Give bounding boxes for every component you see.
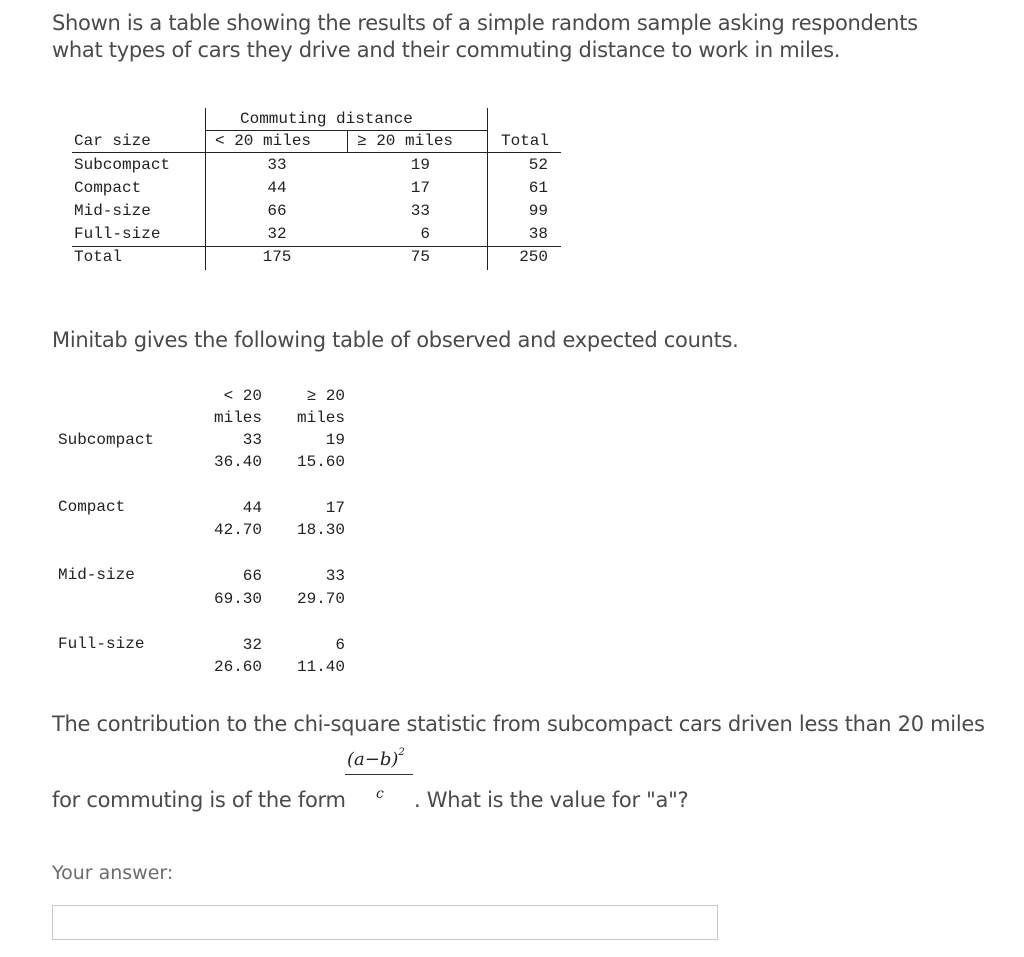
table-cell: 33 [410,202,430,220]
observed-count: 6 [335,636,345,654]
expected-count: 42.70 [213,521,262,539]
table-row-label: Full-size [58,635,145,653]
table-cell: 6 [420,225,430,243]
expected-count: 69.30 [213,590,262,608]
observed-count: 44 [242,499,262,517]
table-row-label: Subcompact [58,431,155,449]
question-line-2-start: for commuting is of the form [52,788,346,812]
observed-count: 66 [242,567,262,585]
observed-count: 19 [325,431,345,449]
column-header-lt20-unit: miles [213,409,262,427]
table-cell: 19 [410,156,430,174]
table-cell: 52 [528,156,548,174]
intro-text: Shown is a table showing the results of a simple random sample asking respondents what types of cars they drive and their commuting distance to work in miles. [52,11,918,62]
formula-exponent: 2 [398,747,405,758]
table-cell: 250 [519,248,548,266]
table-divider [347,130,348,152]
expected-count: 18.30 [296,521,345,539]
formula-numerator-text: (a−b) [347,749,399,770]
table-cell: 44 [267,179,287,197]
table-cell: 175 [262,248,292,266]
question-line-2-end: . What is the value for "a"? [414,788,689,812]
table-cell: 38 [528,225,548,243]
minitab-intro: Minitab gives the following table of observed and expected counts. [52,328,739,352]
table-cell: 33 [267,156,287,174]
expected-count: 36.40 [213,453,262,471]
table-row-label: Total [74,248,123,266]
table-cell: 32 [267,225,287,243]
table-row-label: Mid-size [74,202,151,220]
expected-count: 11.40 [296,658,345,676]
table-row-label: Full-size [74,225,161,243]
column-header-lt20: < 20 miles [215,132,312,150]
table-row-label: Subcompact [74,156,171,174]
table-cell: 61 [528,179,548,197]
expected-count: 26.60 [213,658,262,676]
row-header: Car size [74,132,151,150]
table-row-label: Mid-size [58,566,135,584]
column-header-total: Total [501,132,550,150]
observed-count: 17 [325,499,345,517]
table-cell: 75 [410,248,430,266]
formula-denominator: c [376,786,384,802]
question-line-1: The contribution to the chi-square statistic from subcompact cars driven less than 20 miles [52,712,985,736]
column-header-lt20: < 20 [223,387,262,405]
table-cell: 66 [267,202,287,220]
expected-count: 29.70 [296,590,345,608]
column-header-ge20: ≥ 20 miles [357,132,454,150]
formula-fraction-bar [345,774,413,775]
observed-count: 33 [242,431,262,449]
table-divider [72,152,561,153]
column-header-ge20: ≥ 20 [306,387,345,405]
table-cell: 99 [528,202,548,220]
table-cell: 17 [410,179,430,197]
formula-numerator [347,749,405,770]
expected-count: 15.60 [296,453,345,471]
table-row-label: Compact [58,498,126,516]
table-row-label: Compact [74,179,142,197]
answer-input[interactable] [52,905,718,940]
column-header-ge20-unit: miles [296,409,345,427]
answer-label: Your answer: [52,862,174,884]
group-header: Commuting distance [240,110,413,128]
observed-count: 32 [242,636,262,654]
observed-count: 33 [325,567,345,585]
